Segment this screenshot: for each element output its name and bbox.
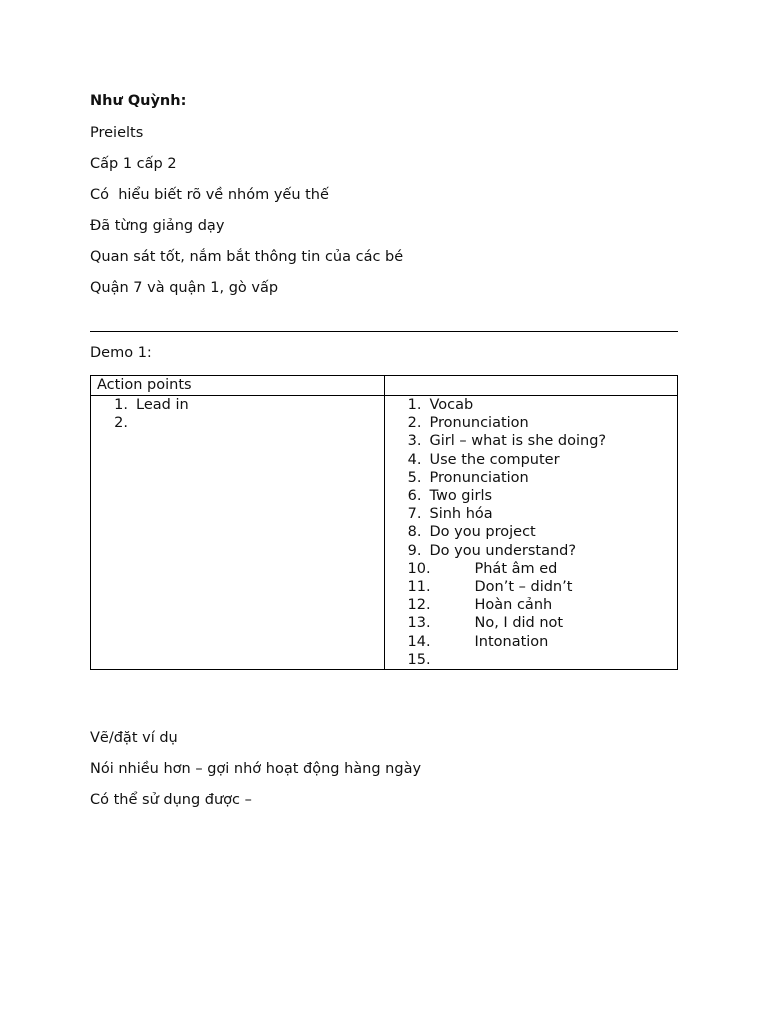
list-text: Pronunciation xyxy=(429,469,529,486)
list-number: 12. xyxy=(407,597,431,614)
list-item xyxy=(407,651,672,669)
list-text: Sinh hóa xyxy=(429,506,493,523)
list-number: 6. xyxy=(407,488,422,505)
list-number: 3. xyxy=(407,433,422,450)
list-item xyxy=(407,414,672,432)
list-number: 2. xyxy=(407,415,422,432)
list-text: Two girls xyxy=(429,488,493,505)
note-line-6: Quận 7 và quận 1, gò vấp xyxy=(90,280,279,296)
note-line-4: Đã từng giảng dạy xyxy=(90,218,225,234)
note-line-1: Preielts xyxy=(90,125,144,141)
list-item xyxy=(407,523,672,541)
list-item xyxy=(407,432,672,450)
table-header-row xyxy=(91,376,678,396)
list-text: Lead in xyxy=(136,397,189,413)
activities-list xyxy=(391,396,672,669)
list-number: 14. xyxy=(407,633,431,650)
list-number: 4. xyxy=(407,451,422,468)
list-item xyxy=(407,451,672,469)
list-item xyxy=(407,542,672,560)
list-item xyxy=(407,633,672,651)
list-item xyxy=(407,578,672,596)
note-line-2: Cấp 1 cấp 2 xyxy=(90,156,177,172)
list-number: 9. xyxy=(407,542,422,559)
list-text: Don’t – didn’t xyxy=(474,579,573,596)
list-text: Vocab xyxy=(429,397,474,413)
list-text: Intonation xyxy=(474,633,549,650)
demo-label: Demo 1: xyxy=(90,345,152,361)
list-item xyxy=(113,396,378,414)
list-number: 1. xyxy=(407,397,422,413)
list-text: Hoàn cảnh xyxy=(474,597,553,614)
list-number: 11. xyxy=(407,579,431,596)
list-text: Girl – what is she doing? xyxy=(429,433,607,450)
horizontal-divider xyxy=(90,331,678,332)
list-text: Phát âm ed xyxy=(474,560,558,577)
list-number: 13. xyxy=(407,615,431,632)
list-text: Pronunciation xyxy=(429,415,529,432)
list-text: Do you understand? xyxy=(429,542,577,559)
list-number: 7. xyxy=(407,506,422,523)
list-number: 2. xyxy=(114,415,128,432)
list-number: 1. xyxy=(114,397,128,413)
list-item xyxy=(407,596,672,614)
list-text xyxy=(128,414,136,432)
closing-note-1: Vẽ/đặt ví dụ xyxy=(90,730,178,746)
action-points-list xyxy=(97,396,378,432)
list-item xyxy=(407,469,672,487)
list-number: 5. xyxy=(407,469,422,486)
list-text: Use the computer xyxy=(429,451,560,468)
list-number: 8. xyxy=(407,524,422,541)
lesson-plan-table xyxy=(90,375,678,670)
note-line-5: Quan sát tốt, nắm bắt thông tin của các bé xyxy=(90,249,404,265)
table-body-row xyxy=(91,396,678,670)
closing-note-3: Có thể sử dụng được – xyxy=(90,792,252,808)
header-cell-empty xyxy=(384,376,678,396)
activities-cell xyxy=(384,396,678,670)
list-item xyxy=(407,614,672,632)
closing-note-2: Nói nhiều hơn – gợi nhớ hoạt động hàng ngày xyxy=(90,761,422,777)
list-item xyxy=(407,487,672,505)
header-cell-action-points: Action points xyxy=(91,376,385,396)
note-line-3: Có hiểu biết rõ về nhóm yếu thế xyxy=(90,187,329,203)
list-item xyxy=(407,396,672,414)
list-item xyxy=(407,505,672,523)
list-number: 10. xyxy=(407,560,431,577)
list-number: 15. xyxy=(407,651,431,668)
action-points-cell xyxy=(91,396,385,670)
list-text xyxy=(433,651,475,669)
list-text: Do you project xyxy=(429,524,536,541)
list-item xyxy=(407,560,672,578)
author-name: Như Quỳnh: xyxy=(90,93,187,109)
list-text: No, I did not xyxy=(474,615,564,632)
list-item xyxy=(113,414,378,432)
